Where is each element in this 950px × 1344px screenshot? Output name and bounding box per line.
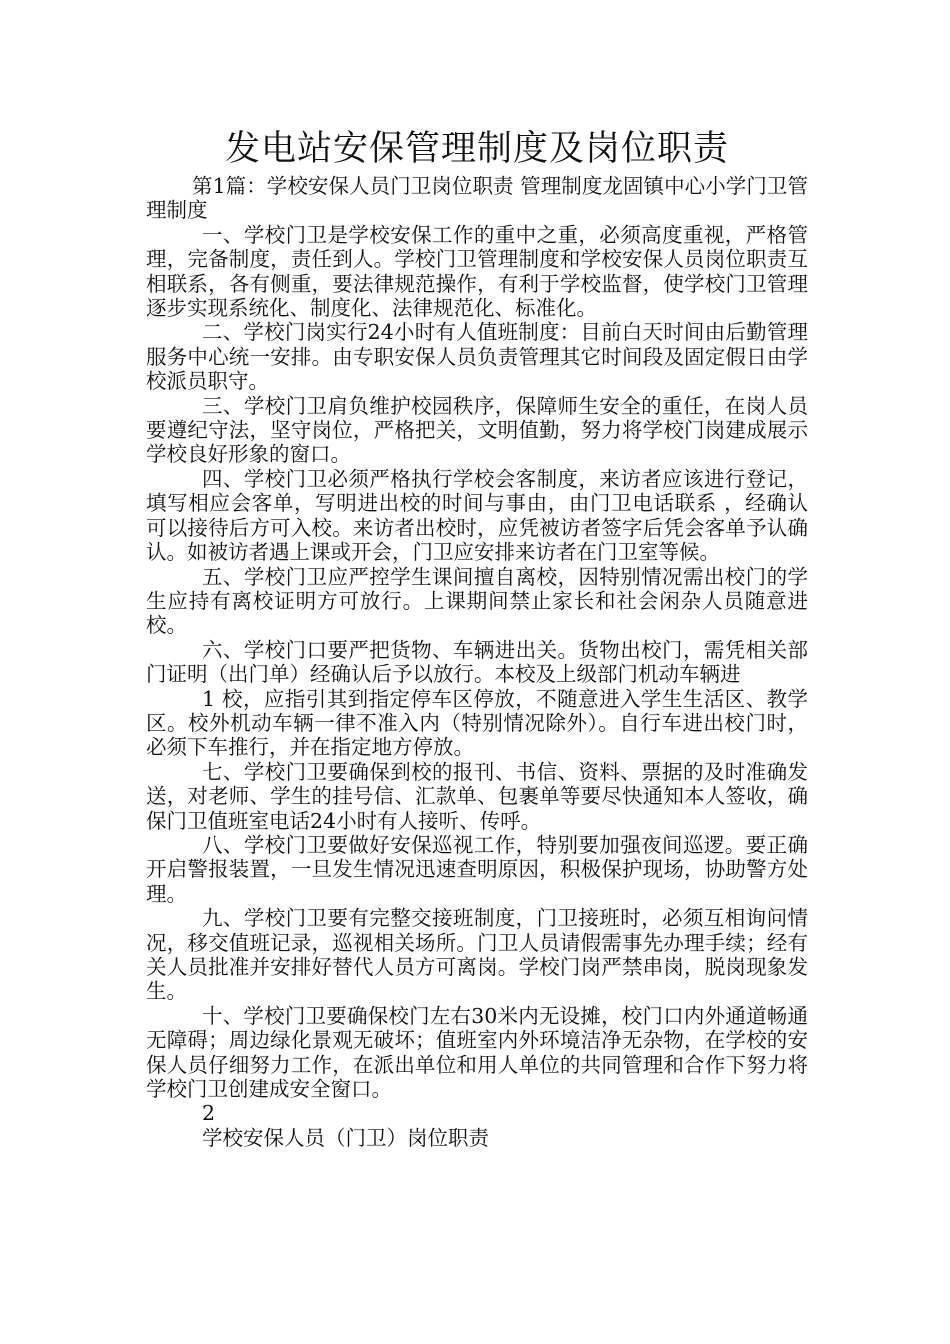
paragraph-9: 九、学校门卫要有完整交接班制度，门卫接班时，必须互相询问情况，移交值班记录，巡视相关场所。门卫人员请假需事先办理手续；经有关人员批准并安排好替代人员方可离岗。学校门岗严禁串岗，脱岗现象发生。 — [146, 906, 808, 1004]
paragraph-6: 六、学校门口要严把货物、车辆进出关。货物出校门，需凭相关部门证明（出门单）经确认后予以放行。本校及上级部门机动车辆进 — [146, 637, 808, 687]
page-marker: 2 — [202, 1101, 216, 1126]
paragraph-4: 四、学校门卫必须严格执行学校会客制度，来访者应该进行登记，填写相应会客单，写明进出校的时间与事由，由门卫电话联系 ，经确认可以接待后方可入校。来访者出校时，应凭被访者签字后凭会客单予认确认。如被访者遇上课或开会，门卫应安排来访者在门卫室等候。 — [146, 466, 808, 565]
paragraph-7: 七、学校门卫要确保到校的报刊、书信、资料、票据的及时准确发送，对老师、学生的挂号信、汇款单、包裹单等要尽快通知本人签收，确保门卫值班室电话24小时有人接听、传呼。 — [146, 759, 808, 833]
section-heading: 学校安保人员（门卫）岗位职责 — [202, 1125, 489, 1150]
paragraph-8: 八、学校门卫要做好安保巡视工作，特别要加强夜间巡逻。要正确开启警报装置，一旦发生情况迅速查明原因，积极保护现场，协助警方处理。 — [146, 832, 808, 906]
intro-paragraph: 第1篇：学校安保人员门卫岗位职责 管理制度龙固镇中心小学门卫管理制度 — [146, 174, 808, 223]
document-title: 发电站安保管理制度及岗位职责 — [224, 129, 729, 169]
document-page — [146, 126, 808, 1150]
paragraph-3: 三、学校门卫肩负维护校园秩序，保障师生安全的重任，在岗人员要遵纪守法，坚守岗位，严格把关，文明值勤，努力将学校门岗建成展示学校良好形象的窗口。 — [146, 393, 808, 467]
paragraph-1: 一、学校门卫是学校安保工作的重中之重，必须高度重视，严格管理，完备制度，责任到人。学校门卫管理制度和学校安保人员岗位职责互相联系，各有侧重，要法律规范操作，有利于学校监督，使学校门卫管理逐步实现系统化、制度化、法律规范化、标准化。 — [146, 222, 808, 321]
paragraph-5: 五、学校门卫应严控学生课间擅自离校，因特别情况需出校门的学生应持有离校证明方可放行。上课期间禁止家长和社会闲杂人员随意进校。 — [146, 564, 808, 638]
paragraph-2: 二、学校门岗实行24小时有人值班制度：目前白天时间由后勤管理服务中心统一安排。由专职安保人员负责管理其它时间段及固定假日由学校派员职守。 — [146, 320, 808, 394]
paragraph-6-continued: 1 校，应指引其到指定停车区停放，不随意进入学生生活区、教学区。校外机动车辆一律不准入内（特别情况除外）。自行车进出校门时，必须下车推行，并在指定地方停放。 — [146, 686, 808, 760]
paragraph-10: 十、学校门卫要确保校门左右30米内无设摊，校门口内外通道畅通无障碍；周边绿化景观无破坏；值班室内外环境洁净无杂物，在学校的安保人员仔细努力工作，在派出单位和用人单位的共同管理和合作下努力将学校门卫创建成安全窗口。 — [146, 1003, 808, 1102]
